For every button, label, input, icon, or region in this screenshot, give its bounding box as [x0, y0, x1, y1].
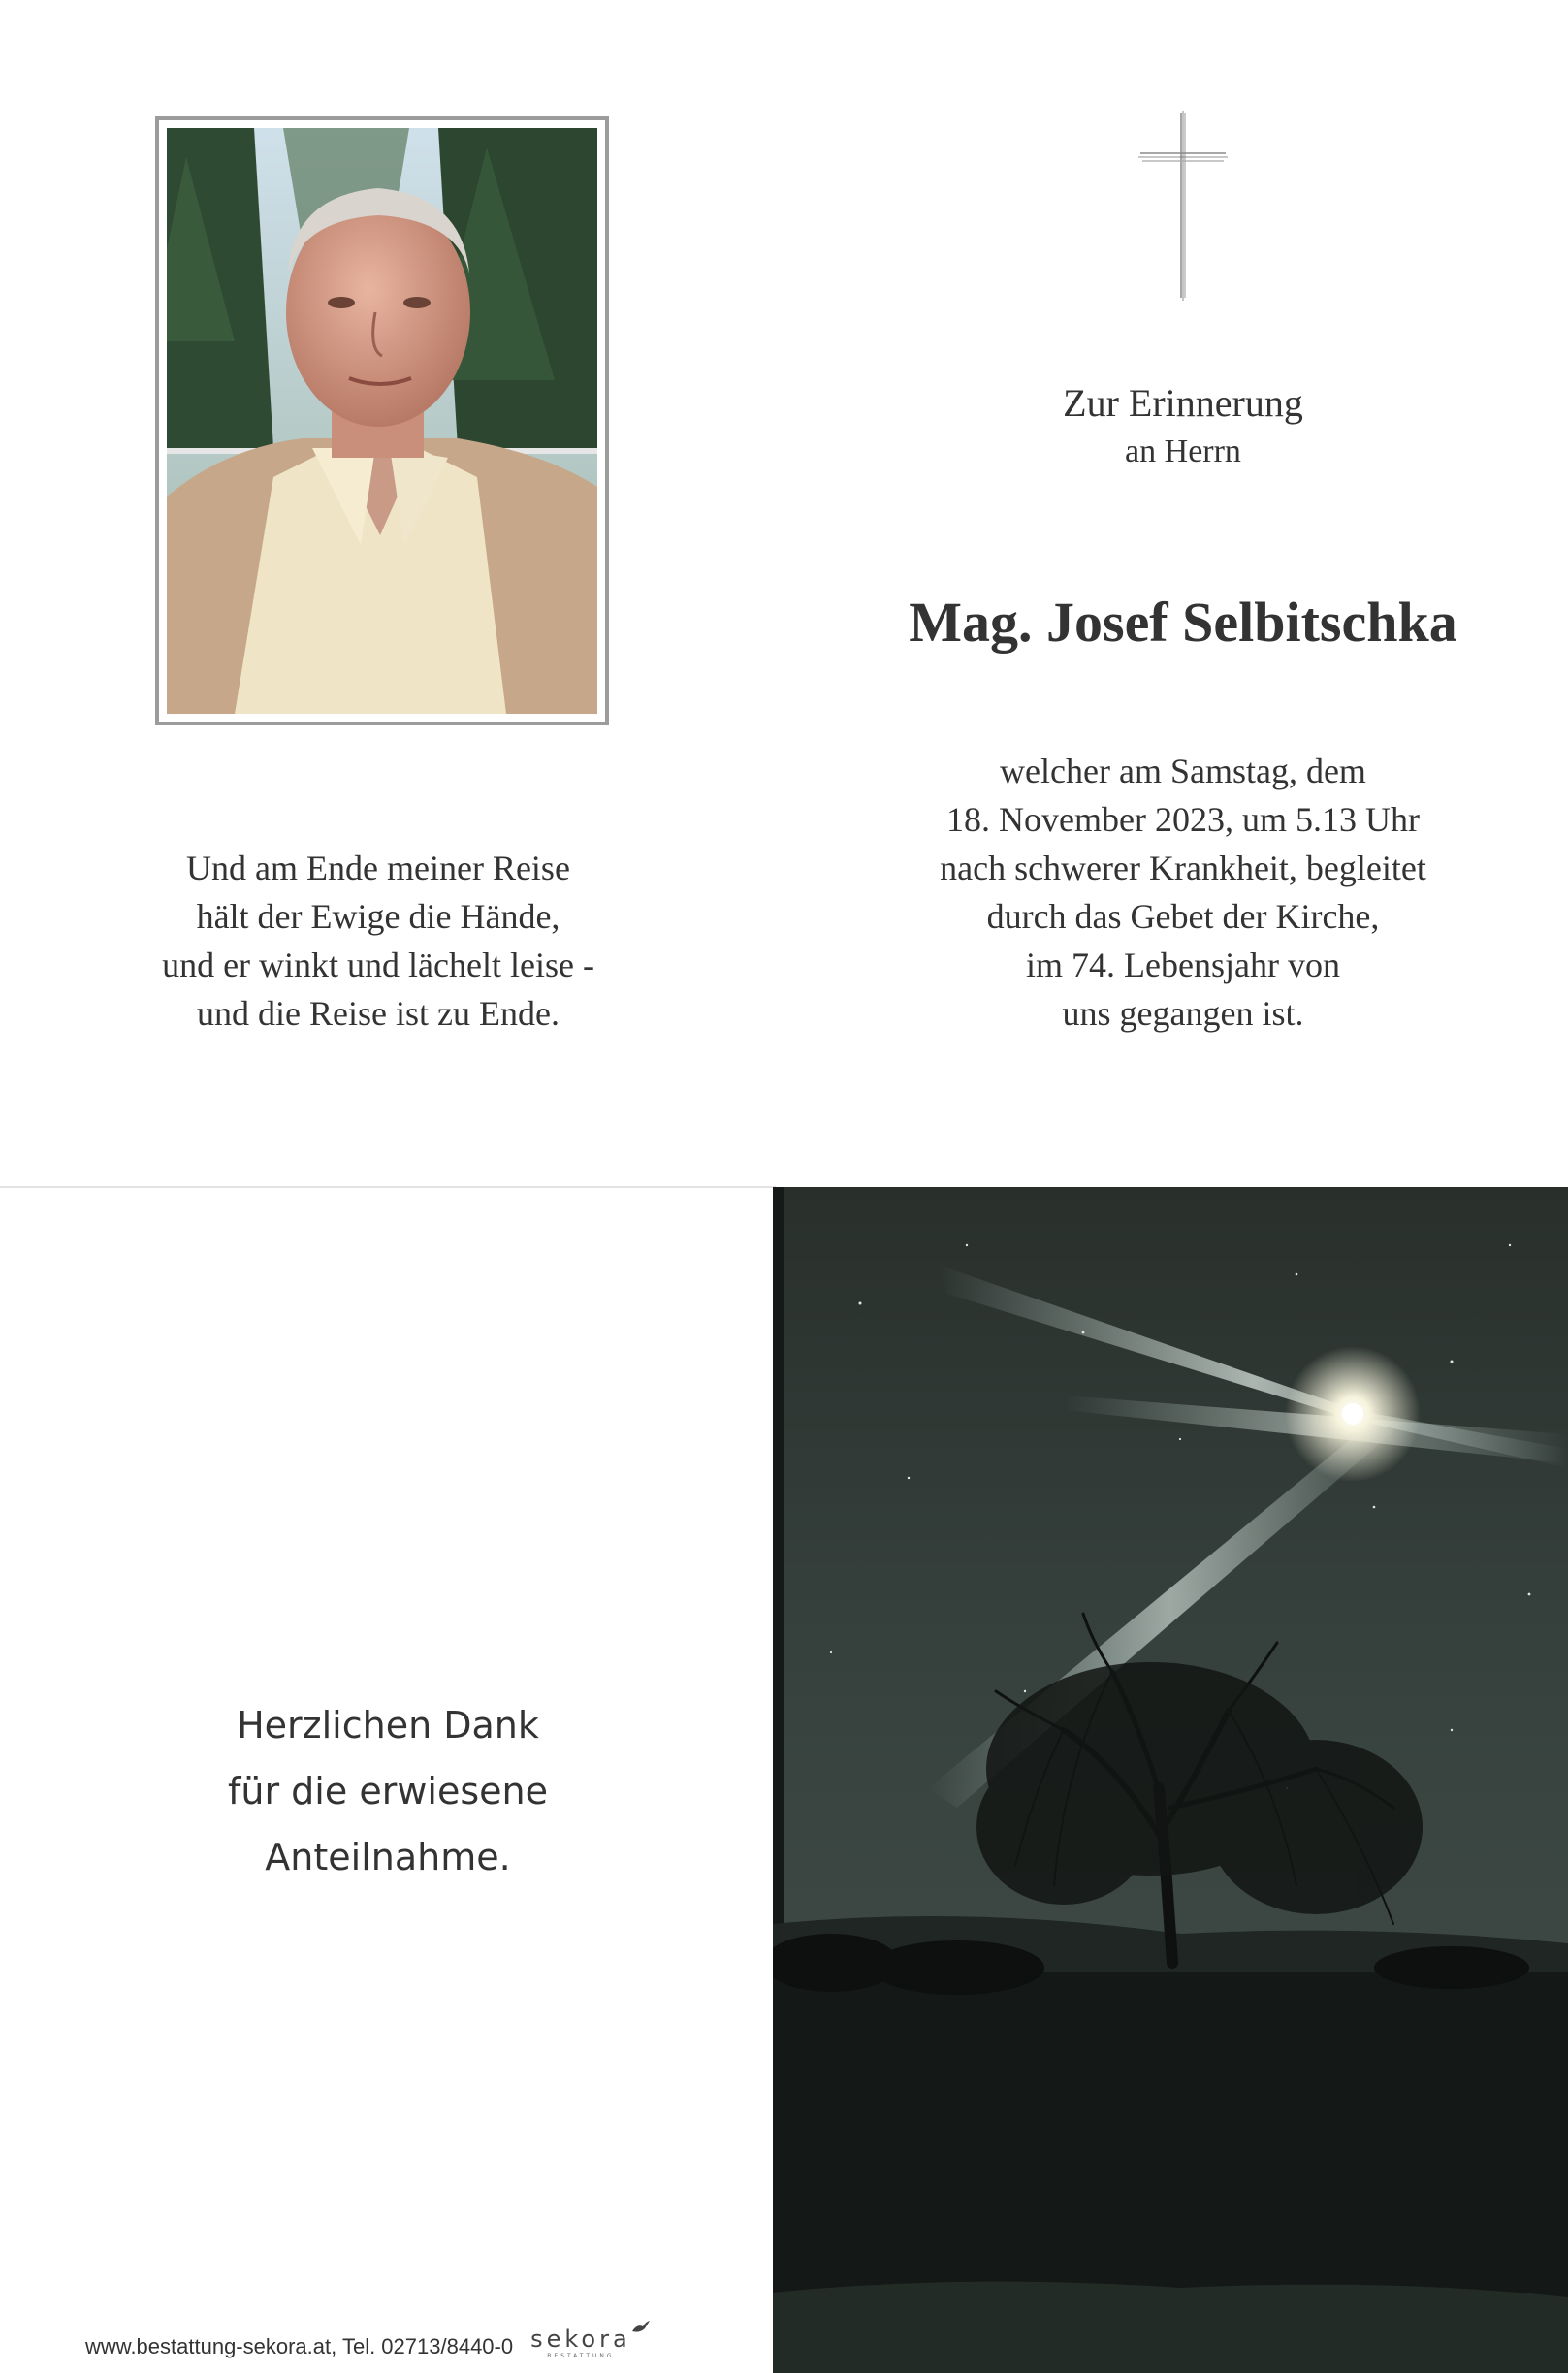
thanks-line: Herzlichen Dank [237, 1704, 539, 1747]
fold-divider [0, 1186, 776, 1188]
notice-line: nach schwerer Krankheit, begleitet [940, 849, 1426, 887]
cross-icon [1135, 109, 1232, 303]
poem [87, 844, 669, 1038]
thanks-line: für die erwiesene [228, 1770, 548, 1812]
intro-line: Zur Erinnerung [1063, 381, 1303, 425]
night-sky-image [773, 1187, 1568, 2373]
portrait-photo [167, 128, 597, 714]
portrait-photo-frame [155, 116, 609, 725]
death-notice [853, 747, 1513, 1038]
logo-subtitle: BESTATTUNG [547, 2353, 615, 2359]
notice-line: uns gegangen ist. [1062, 994, 1304, 1033]
bird-icon [631, 2320, 651, 2335]
notice-line: welcher am Samstag, dem [1000, 752, 1366, 790]
sekora-logo [530, 2327, 651, 2359]
notice-line: durch das Gebet der Kirche, [986, 897, 1380, 936]
notice-line: im 74. Lebensjahr von [1026, 946, 1340, 984]
notice-line: 18. November 2023, um 5.13 Uhr [946, 800, 1420, 839]
memorial-intro [873, 376, 1493, 473]
poem-line: und er winkt und lächelt leise - [162, 946, 594, 984]
intro-line: an Herrn [1125, 433, 1241, 469]
poem-line: Und am Ende meiner Reise [186, 849, 570, 887]
logo-word: sekora [530, 2325, 631, 2353]
deceased-name: Mag. Josef Selbitschka [909, 591, 1457, 654]
poem-line: hält der Ewige die Hände, [196, 897, 560, 936]
footer-contact: www.bestattung-sekora.at, Tel. 02713/8440-0 [85, 2334, 514, 2358]
footer [85, 2321, 651, 2359]
thanks-line: Anteilnahme. [265, 1836, 511, 1878]
thanks-message [97, 1692, 679, 1890]
poem-line: und die Reise ist zu Ende. [197, 994, 560, 1033]
